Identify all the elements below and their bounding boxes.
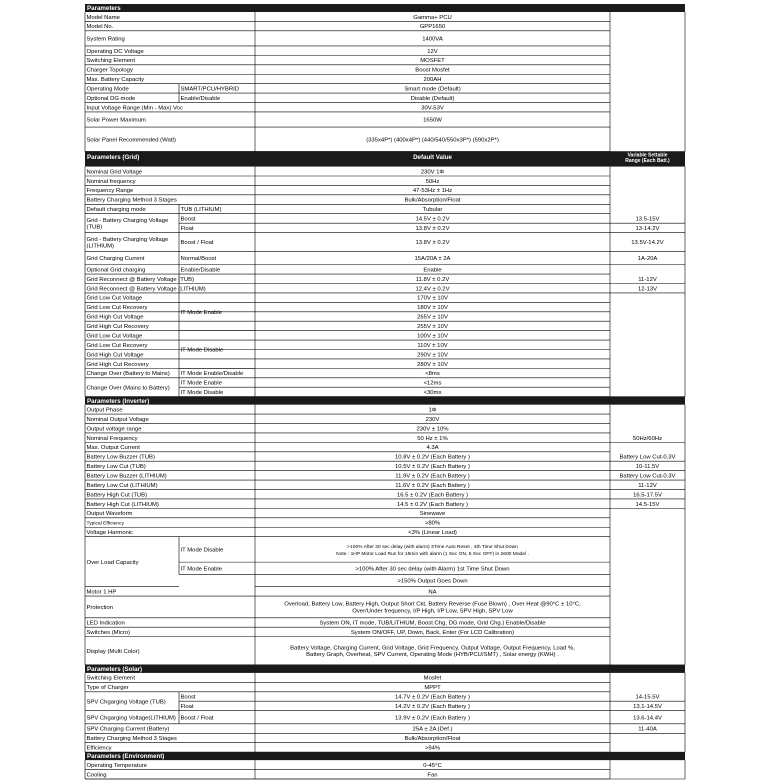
parameter-label: Output voltage range — [86, 426, 142, 433]
parameter-label: Battery High Cut (TUB) — [86, 492, 148, 499]
parameter-label: Enable/Disable — [180, 95, 221, 102]
default-value: 15A/20A ± 2A — [414, 256, 451, 263]
parameter-label: Operating Mode — [86, 86, 129, 93]
parameter-label: SMART/PCU/HYBRID — [180, 86, 239, 93]
range-value: Battery Low Cut-0.3V — [619, 473, 676, 480]
spec-table — [85, 4, 685, 784]
default-value: 14.2V ± 0.2V (Each Battery ) — [395, 704, 470, 711]
parameter-label: Grid - Battery Charging Voltage — [86, 236, 169, 243]
default-value: 25A ± 2A (Def.) — [412, 726, 453, 733]
section-header-bar — [85, 665, 685, 673]
parameter-label: Voltage Harmonic — [86, 530, 133, 537]
range-value: 12-13V — [638, 286, 657, 293]
parameter-label: IT Mode Enable/Disable — [180, 371, 244, 378]
parameter-label: Max. Output Current — [86, 445, 140, 452]
parameter-label: Operating DC Voltage — [86, 48, 144, 55]
default-value: 14.5 ± 0.2V (Each Battery ) — [396, 501, 469, 508]
default-value: Bulk/Absorption/Float — [404, 197, 461, 204]
parameter-label: Frequency Range — [86, 188, 134, 195]
parameter-label: Float — [180, 225, 194, 232]
default-value: Enable — [423, 267, 442, 274]
parameter-label: Nominal Grid Voltage — [86, 169, 143, 176]
parameter-label: Enable/Disable — [180, 267, 221, 274]
parameter-label: System Rating — [86, 36, 125, 43]
parameter-label: Switches (Micro) — [86, 630, 131, 637]
default-value: 13.8V ± 0.2V — [415, 240, 450, 247]
parameter-label: Solar Power Maximum — [86, 117, 146, 124]
header-default-value: Default Value — [413, 154, 452, 162]
parameter-label: Optional DG mode — [86, 95, 136, 102]
parameter-label: Battery Low Cut (TUB) — [86, 464, 146, 471]
default-value: >150% Output Goes Down — [397, 578, 468, 585]
default-value: 50 Hz ± 1% — [417, 435, 448, 442]
default-value: Sinewave — [419, 511, 446, 518]
default-value: 11.9V ± 0.2V (Each Battery ) — [395, 473, 470, 480]
default-value: 12V — [427, 48, 438, 55]
default-value: Battery Graph, Overheat, SPV Current, Operating Mode (HYB/PCU/SMT) , Solar energy (KWH) . — [306, 652, 559, 659]
default-value: NA — [428, 589, 437, 596]
default-value: Overload, Battery Low, Battery High, Output Short Ckt, Battery Reverse (Fuse Blown) , Over Heat @90°C ± 10°C, — [284, 601, 581, 608]
default-value: 50Hz — [425, 178, 440, 185]
range-value: 14-15.5V — [635, 694, 660, 701]
default-value: 14.5V ± 0.2V — [415, 216, 450, 223]
section-header-bar — [85, 752, 685, 760]
parameter-label: Grid Low Cut Recovery — [86, 305, 148, 312]
parameter-label: Battery High Cut (LITHIUM) — [86, 501, 159, 508]
parameter-label: Battery Low Buzzer (TUB) — [86, 454, 155, 461]
spec-sheet — [85, 4, 685, 779]
parameter-label: Change Over (Battery to Mains) — [86, 371, 170, 378]
parameter-label: Grid High Cut Recovery — [86, 324, 149, 331]
default-value: 280V ± 10V — [417, 361, 448, 368]
parameter-label: Over Load Capacity — [86, 559, 139, 566]
range-value: 16.5-17.5V — [633, 492, 662, 499]
parameter-label: Display (Multi Color) — [86, 648, 140, 655]
parameter-label: IT Mode Disable — [180, 347, 224, 354]
parameter-label: IT Mode Enable — [180, 309, 222, 316]
default-value: 230V 1Φ — [420, 169, 445, 176]
parameter-label: Boost / Float — [180, 240, 214, 247]
default-value: 11.6V ± 0.2V (Each Battery ) — [395, 482, 470, 489]
parameter-label: (LITHIUM) — [86, 243, 114, 250]
default-value: Over/Under frequency, I/P High, I/P Low, SPV High, SPV Low — [352, 608, 513, 615]
default-value: 230V ± 10% — [416, 426, 449, 433]
parameter-label: Battery Charging Method 3 Stages — [86, 197, 177, 204]
default-value: 1400VA — [422, 36, 443, 43]
default-value: 16.5 ± 0.2V (Each Battery ) — [396, 492, 469, 499]
parameter-label: Boost — [180, 216, 196, 223]
default-value: Gamma+ PCU — [413, 14, 452, 21]
range-value: 13.1-14.5V — [633, 704, 662, 711]
parameter-label: Grid High Cut Voltage — [86, 352, 144, 359]
parameter-label: Solar Panel Recommended (Watt) — [86, 137, 176, 144]
range-value: 11-12V — [638, 276, 657, 283]
range-value: 50Hz/60Hz — [632, 435, 663, 442]
parameter-label: Grid - Battery Charging Voltage — [86, 217, 169, 224]
parameter-label: SPV Chgarging Voltage(LITHIUM) — [86, 715, 176, 722]
parameter-label: Nominal frequency — [86, 178, 136, 185]
parameter-label: Grid Low Cut Voltage — [86, 333, 143, 340]
default-value: <30ms — [423, 390, 442, 397]
default-value: System ON/OFF, UP, Down, Back, Enter (For LCD Calibration) — [350, 630, 515, 637]
default-value: 110V ± 10V — [417, 342, 448, 349]
default-value: Battery Voltage, Charging Current, Grid Voltage, Grid Frequency, Output Voltage, Output Frequency, Load %, — [290, 645, 575, 652]
section-title: Parameters — [87, 5, 121, 13]
parameter-label: LED Indication — [86, 620, 125, 627]
parameter-label: Model Name — [86, 14, 120, 21]
parameter-label: Grid Reconnect @ Battery Voltage (LITHIUM) — [86, 286, 206, 293]
parameter-label: Input Voltage Range (Min - Max) Voc — [86, 105, 183, 112]
parameter-label: Max. Battery Capacity — [86, 77, 145, 84]
default-value: Boost Mosfet — [415, 67, 450, 74]
default-value: Fan — [427, 772, 438, 779]
section-header-bar — [85, 152, 685, 167]
range-value: 10-11.5V — [635, 464, 660, 471]
range-value: 13-14.2V — [635, 225, 660, 232]
range-value: 13.5-15V — [635, 216, 660, 223]
section-title: Parameters (Inverter) — [87, 397, 150, 405]
parameter-label: Output Phase — [86, 407, 123, 414]
default-value: >94% — [424, 745, 441, 752]
default-value: MOSFET — [420, 58, 445, 65]
parameter-label: Switching Element — [86, 58, 135, 65]
parameter-label: Operating Temperature — [86, 762, 147, 769]
default-value: 12.4V ± 0.2V — [415, 286, 450, 293]
default-value: Disable (Default) — [410, 95, 455, 102]
range-value: 14.5-15V — [635, 501, 660, 508]
default-value: GPP1650 — [419, 24, 446, 31]
default-value: >100% After 30 sec delay (with alarm) 3Time Auto Reset , 4th Time Shut Down — [347, 545, 518, 551]
range-value: 11-40A — [638, 726, 657, 733]
parameter-label: Optional Grid charging — [86, 267, 146, 274]
parameter-label: Boost / Float — [180, 715, 214, 722]
default-value: 200AH — [423, 77, 442, 84]
parameter-label: Change Over (Mains to Battery) — [86, 385, 170, 392]
parameter-label: IT Mode Disable — [180, 547, 224, 554]
parameter-label: Switching Element — [86, 675, 135, 682]
parameter-label: Model No. — [86, 24, 114, 31]
default-value: 255V ± 10V — [417, 324, 448, 331]
default-value: 1650W — [423, 117, 442, 124]
default-value: 180V ± 10V — [417, 305, 448, 312]
parameter-label: Battery Low Cut (LITHIUM) — [86, 482, 158, 489]
section-title: Parameters (Grid) — [87, 154, 140, 162]
default-value: <8ms — [425, 371, 440, 378]
parameter-label: Grid Reconnect @ Battery Voltage (TUB) — [86, 276, 194, 283]
default-value: 1Φ — [428, 407, 437, 414]
parameter-label: Grid Charging Current — [86, 256, 145, 263]
range-value: 11-12V — [638, 482, 657, 489]
parameter-label: Grid High Cut Recovery — [86, 361, 149, 368]
default-value: 230V — [425, 416, 440, 423]
default-value: <12ms — [423, 380, 442, 387]
parameter-label: Grid Low Cut Voltage — [86, 295, 143, 302]
default-value: MPPT — [424, 685, 441, 692]
section-title: Parameters (Solar) — [87, 666, 143, 674]
section-header-bar — [85, 397, 685, 405]
default-value: >100% After 30 sec delay (with Alarm) 1st Time Shut Down — [355, 566, 510, 573]
parameter-label: Output Waveform — [86, 511, 133, 518]
parameter-label: Motor 1 HP — [86, 589, 117, 596]
parameter-label: Cooling — [86, 772, 107, 779]
parameter-label: SPV Chgarging Voltage (TUB) — [86, 699, 166, 706]
default-value: 10.8V ± 0.2V (Each Battery ) — [395, 454, 470, 461]
parameter-label: Nominal Frequency — [86, 435, 138, 442]
default-value: Smart mode (Default) — [404, 86, 461, 93]
default-value: 11.8V ± 0.2V — [415, 276, 450, 283]
parameter-label: IT Mode Disable — [180, 390, 224, 397]
default-value: 290V ± 10V — [417, 352, 448, 359]
parameter-label: Float — [180, 704, 194, 711]
default-value: 265V ± 10V — [417, 314, 448, 321]
parameter-label: Battery Low Buzzer (LITHIUM) — [86, 473, 167, 480]
parameter-label: Protection — [86, 605, 114, 612]
parameter-label: Charger Topology — [86, 67, 133, 74]
default-value: Note : 1HP Motor Load Run for 15min with alarm (1 Sec ON, 5 Sec OFF) in 2600 Model . — [336, 551, 529, 557]
default-value: Bulk/Absorption/Float — [404, 736, 461, 743]
section-header-bar — [85, 4, 685, 12]
default-value: 0-45°C — [423, 762, 442, 769]
section-title: Parameters (Environment) — [87, 753, 165, 761]
default-value: 170V ± 10V — [417, 295, 448, 302]
default-value: 30V-53V — [421, 105, 444, 112]
default-value: <3% (Linear Load) — [408, 530, 457, 537]
default-value: 10.5V ± 0.2V (Each Battery ) — [395, 464, 470, 471]
parameter-label: Type of Charger — [86, 685, 129, 692]
parameter-label: (TUB) — [86, 224, 103, 231]
parameter-label: SPV Charging Current (Battery) — [86, 726, 170, 733]
default-value: Tubular — [422, 207, 443, 214]
parameter-label: Efficiency — [86, 745, 112, 752]
default-value: 4.3A — [426, 445, 439, 452]
range-value: Battery Low Cut-0.3V — [619, 454, 676, 461]
default-value: 13.9V ± 0.2V (Each Battery ) — [395, 715, 470, 722]
default-value: Mosfet — [423, 675, 442, 682]
parameter-label: Battery Charging Method 3 Stages — [86, 736, 177, 743]
default-value: 13.8V ± 0.2V — [415, 225, 450, 232]
parameter-label: Grid High Cut Voltage — [86, 314, 144, 321]
default-value: System ON, IT mode, TUB/LITHIUM, Boost Chg, DG mode, Grid Chg.) Enable/Disable — [319, 620, 546, 627]
range-value: 1A-20A — [637, 256, 658, 263]
parameter-label: Boost — [180, 694, 196, 701]
parameter-label: Nominal Output Voltage — [86, 416, 149, 423]
default-value: (335x4P*) (400x4P*) (440/540/550x3P*) (590x2P*) — [366, 137, 499, 144]
range-value: 13.5V-14.2V — [631, 240, 664, 247]
parameter-label: Typical Efficiency — [86, 521, 124, 527]
header-variable-range: Variable Settable — [627, 152, 668, 159]
default-value: >80% — [424, 520, 441, 527]
header-variable-range: Range (Each Batt.) — [625, 158, 670, 165]
default-value: 100V ± 10V — [417, 333, 448, 340]
parameter-label: IT Mode Enable — [180, 566, 222, 573]
default-value: 47-53Hz ± 1Hz — [412, 188, 453, 195]
default-value: 14.7V ± 0.2V (Each Battery ) — [395, 694, 470, 701]
parameter-label: IT Mode Enable — [180, 380, 222, 387]
parameter-label: Grid Low Cut Recovery — [86, 342, 148, 349]
range-value: 13.6-14.4V — [633, 715, 662, 722]
parameter-label: Normal/Boost — [180, 256, 217, 263]
parameter-label: TUB (LITHIUM) — [180, 207, 222, 214]
parameter-label: Default charging mode — [86, 207, 146, 214]
